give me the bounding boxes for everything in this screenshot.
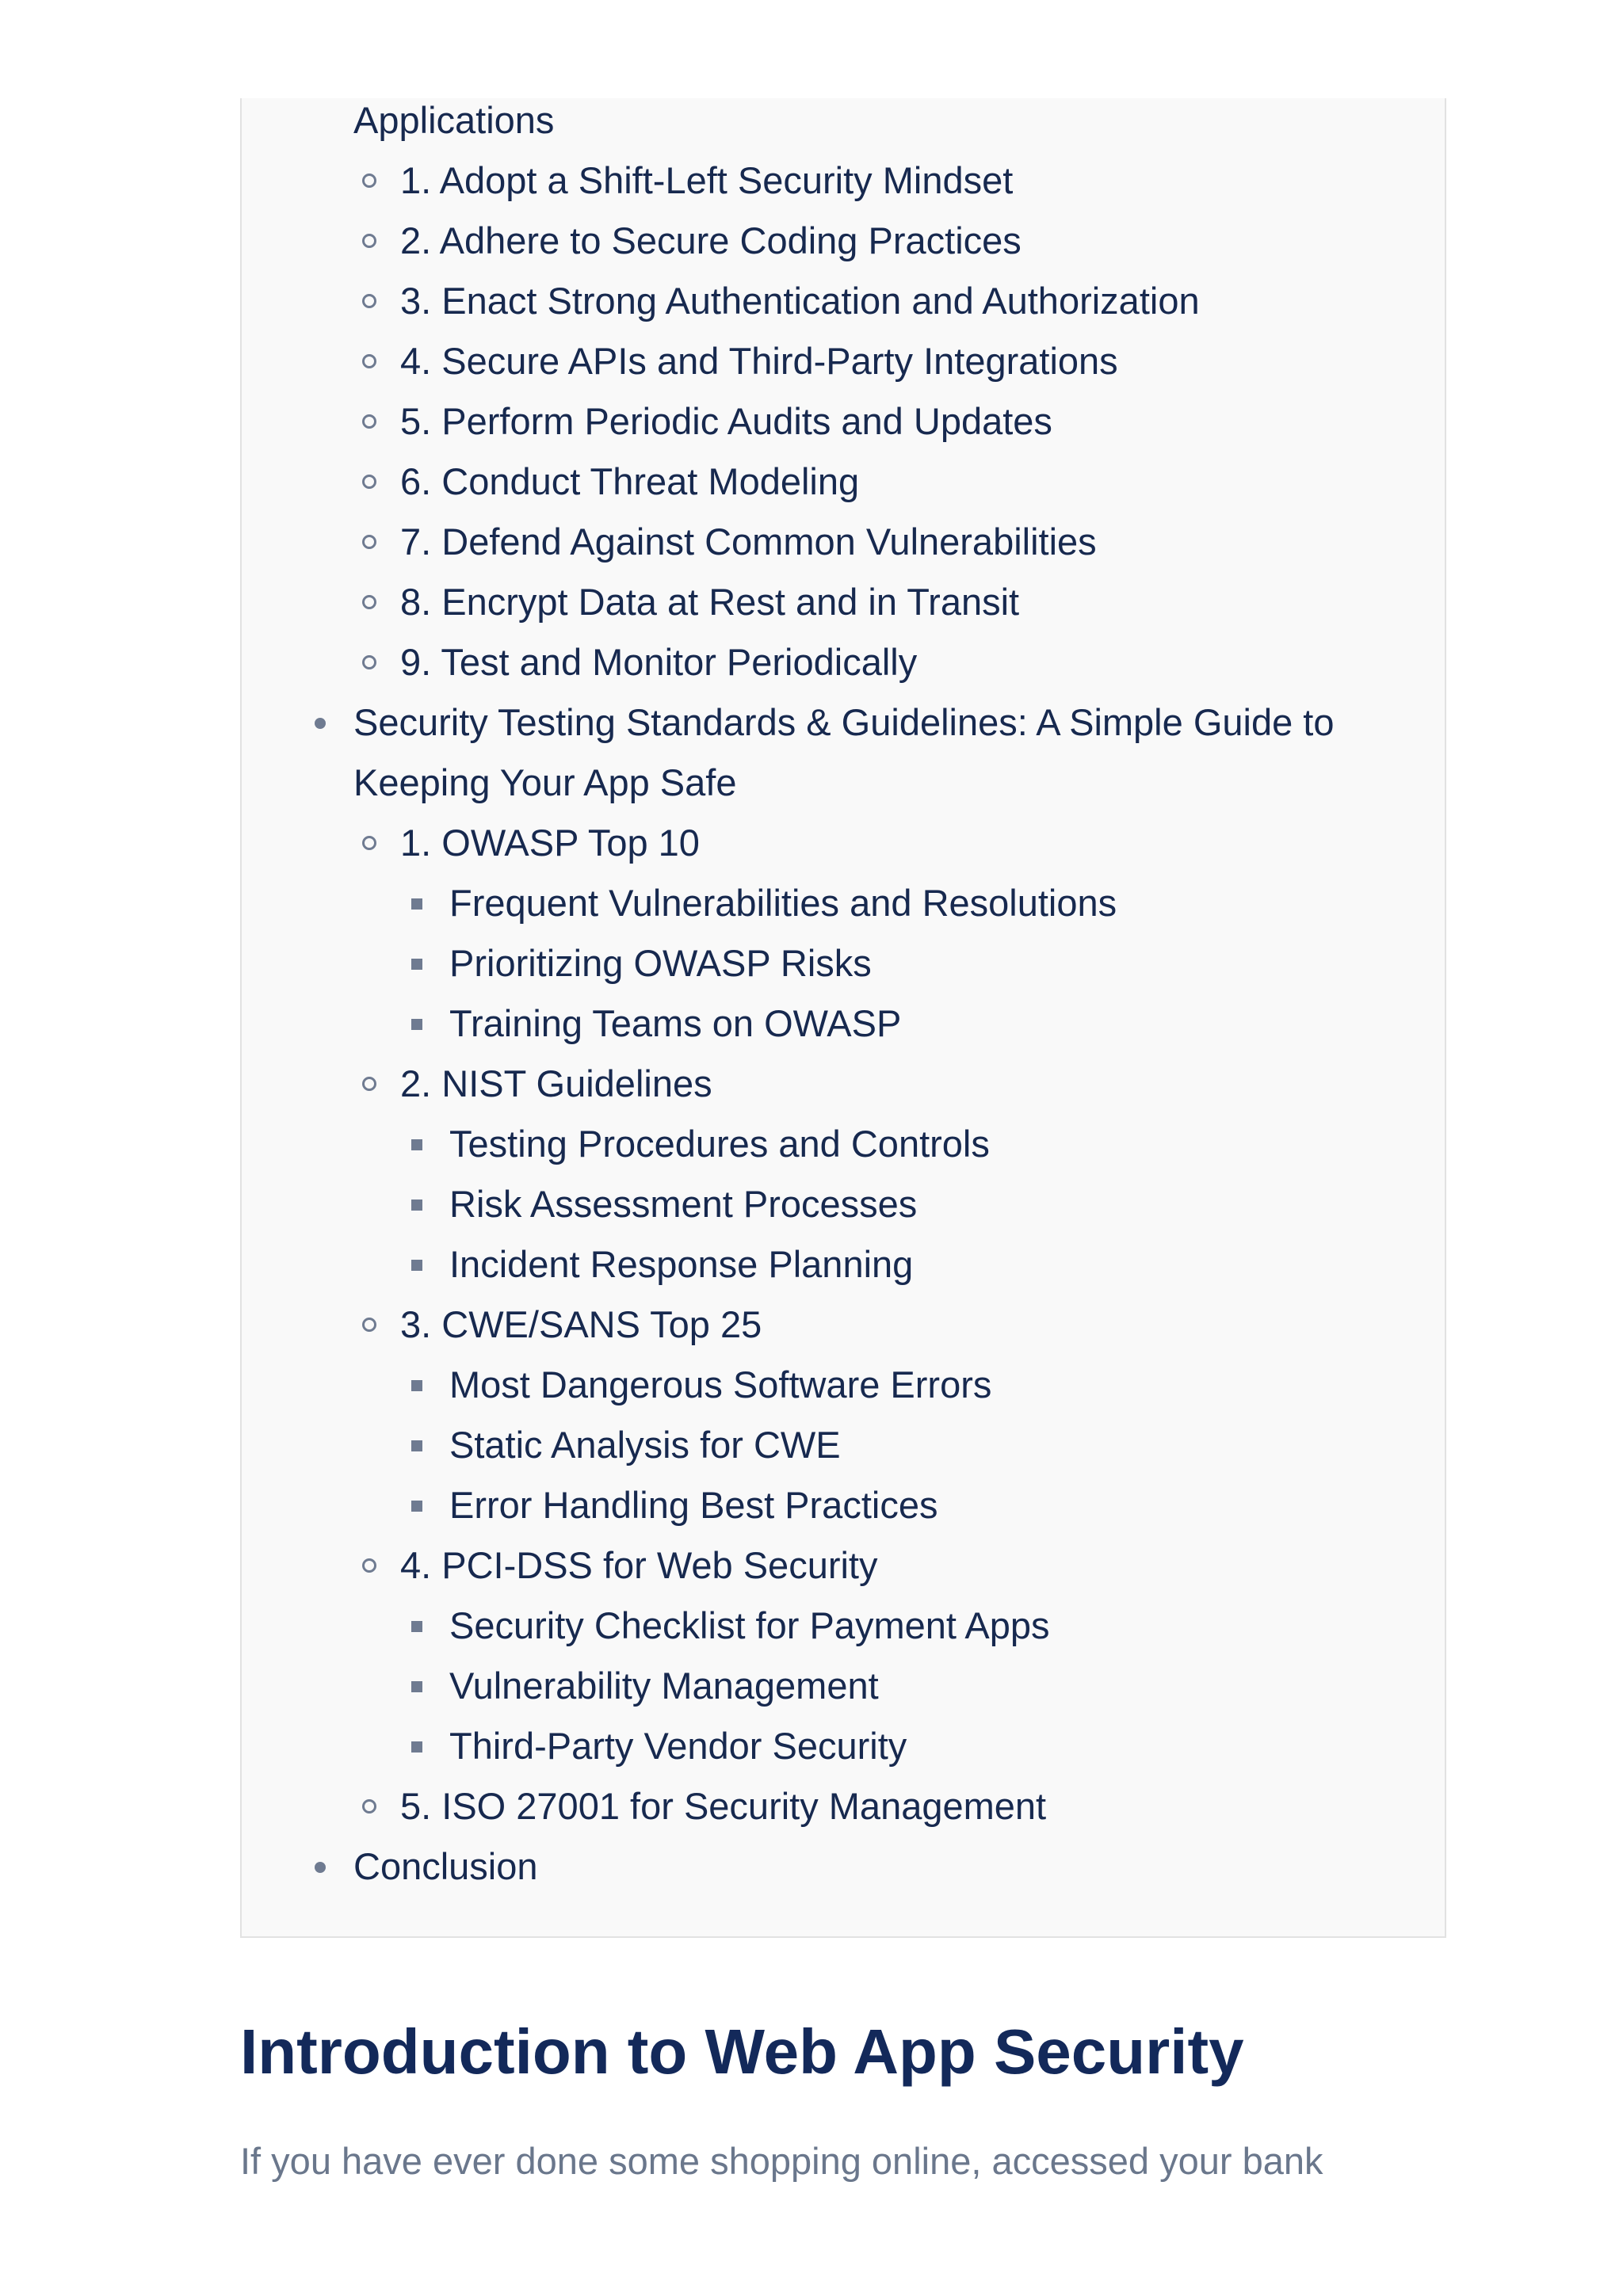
square-bullet-icon <box>411 898 422 910</box>
square-bullet-icon <box>411 1199 422 1211</box>
square-bullet-icon <box>411 1501 422 1512</box>
toc-item-link[interactable]: Prioritizing OWASP Risks <box>449 942 872 984</box>
section-heading: Introduction to Web App Security <box>240 2016 1244 2087</box>
circle-bullet-icon <box>362 1318 376 1332</box>
toc-item-link[interactable]: 4. PCI-DSS for Web Security <box>400 1544 878 1586</box>
toc-item-link[interactable]: 8. Encrypt Data at Rest and in Transit <box>400 581 1020 623</box>
toc-item-link[interactable]: 2. Adhere to Secure Coding Practices <box>400 219 1022 261</box>
toc-item-link[interactable]: Keeping Your App Safe <box>353 761 737 803</box>
circle-bullet-icon <box>362 1558 376 1573</box>
toc-item-link[interactable]: 6. Conduct Threat Modeling <box>400 460 860 502</box>
toc-item-link[interactable]: 3. Enact Strong Authentication and Authorization <box>400 280 1200 322</box>
toc-item-link[interactable]: Incident Response Planning <box>449 1243 914 1285</box>
circle-bullet-icon <box>362 234 376 248</box>
toc-item-link[interactable]: Training Teams on OWASP <box>449 1002 902 1044</box>
intro-paragraph: If you have ever done some shopping online, accessed your bank <box>240 2140 1323 2182</box>
toc-item-link[interactable]: Risk Assessment Processes <box>449 1183 918 1225</box>
circle-bullet-icon <box>362 414 376 429</box>
toc-item-link[interactable]: 1. Adopt a Shift-Left Security Mindset <box>400 159 1014 201</box>
toc-item-link[interactable]: 7. Defend Against Common Vulnerabilities <box>400 521 1097 563</box>
toc-item-link[interactable]: 9. Test and Monitor Periodically <box>400 641 918 683</box>
circle-bullet-icon <box>362 1799 376 1814</box>
toc-item-link[interactable]: Security Checklist for Payment Apps <box>449 1604 1050 1646</box>
circle-bullet-icon <box>362 535 376 549</box>
circle-bullet-icon <box>362 354 376 368</box>
toc-item-link[interactable]: Vulnerability Management <box>449 1665 879 1707</box>
toc-item-link[interactable]: Frequent Vulnerabilities and Resolutions <box>449 882 1117 924</box>
square-bullet-icon <box>411 1380 422 1391</box>
square-bullet-icon <box>411 1741 422 1753</box>
toc-item-link[interactable]: 2. NIST Guidelines <box>400 1062 712 1104</box>
table-of-contents <box>240 98 1446 1938</box>
square-bullet-icon <box>411 1260 422 1271</box>
toc-item-link[interactable]: Conclusion <box>353 1845 538 1887</box>
circle-bullet-icon <box>362 294 376 308</box>
square-bullet-icon <box>411 1681 422 1692</box>
square-bullet-icon <box>411 1019 422 1030</box>
circle-bullet-icon <box>362 1077 376 1091</box>
circle-bullet-icon <box>362 174 376 188</box>
square-bullet-icon <box>411 1139 422 1150</box>
toc-item-link[interactable]: Error Handling Best Practices <box>449 1484 938 1526</box>
toc-item-link[interactable]: Most Dangerous Software Errors <box>449 1363 992 1405</box>
square-bullet-icon <box>411 1621 422 1632</box>
circle-bullet-icon <box>362 475 376 489</box>
disc-bullet-icon <box>315 1862 326 1873</box>
toc-item-link[interactable]: 5. ISO 27001 for Security Management <box>400 1785 1047 1827</box>
toc-item-link[interactable]: 3. CWE/SANS Top 25 <box>400 1303 762 1345</box>
toc-item-link[interactable]: Applications <box>353 99 555 141</box>
circle-bullet-icon <box>362 655 376 669</box>
toc-item-link[interactable]: Testing Procedures and Controls <box>449 1123 990 1165</box>
disc-bullet-icon <box>315 718 326 729</box>
circle-bullet-icon <box>362 595 376 609</box>
toc-item-link[interactable]: 1. OWASP Top 10 <box>400 822 700 864</box>
toc-item-link[interactable]: Static Analysis for CWE <box>449 1424 841 1466</box>
toc-item-link[interactable]: 4. Secure APIs and Third-Party Integrations <box>400 340 1118 382</box>
toc-item-link[interactable]: 5. Perform Periodic Audits and Updates <box>400 400 1052 442</box>
circle-bullet-icon <box>362 836 376 850</box>
square-bullet-icon <box>411 959 422 970</box>
square-bullet-icon <box>411 1440 422 1451</box>
toc-item-link[interactable]: Third-Party Vendor Security <box>449 1725 907 1767</box>
toc-item-link[interactable]: Security Testing Standards & Guidelines: A Simple Guide to <box>353 701 1335 743</box>
